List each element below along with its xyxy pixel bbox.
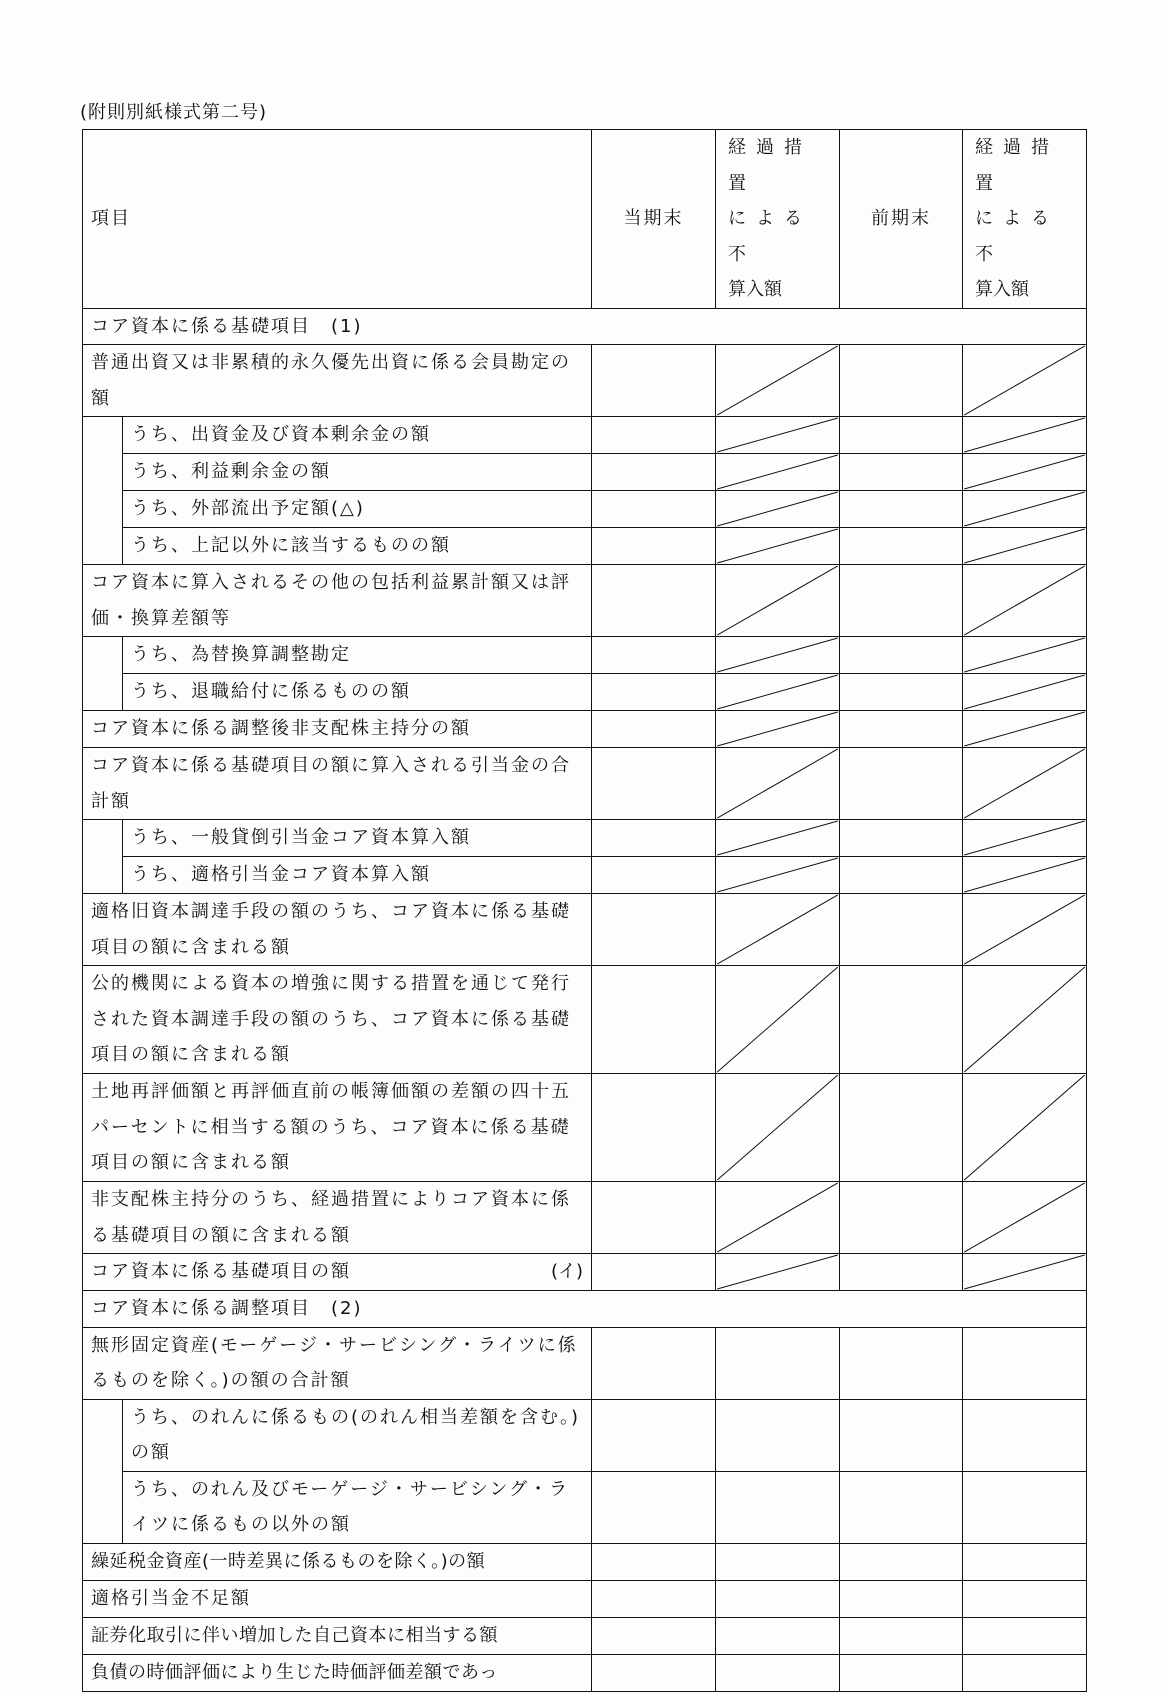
row-label bbox=[123, 637, 592, 674]
cell-current-period-end[interactable] bbox=[592, 1182, 716, 1254]
indent-spacer bbox=[83, 491, 123, 528]
cell-transitional-previous bbox=[963, 1182, 1087, 1254]
slash-icon bbox=[716, 528, 839, 564]
row-label bbox=[83, 966, 592, 1074]
cell-current-period-end[interactable] bbox=[592, 674, 716, 711]
row-label-text: うち、のれんに係るもの(のれん相当差額を含む。)の額 bbox=[131, 1406, 581, 1463]
cell-transitional-previous bbox=[963, 454, 1087, 491]
table-row bbox=[83, 857, 1087, 894]
cell-current-period-end[interactable] bbox=[592, 1654, 716, 1691]
cell-transitional-current bbox=[716, 345, 840, 417]
cell-previous-period-end[interactable] bbox=[840, 1654, 963, 1691]
slash-icon bbox=[963, 857, 1086, 893]
cell-previous-period-end[interactable] bbox=[840, 857, 963, 894]
table-row bbox=[83, 1543, 1087, 1580]
header-line: 算入額 bbox=[728, 279, 782, 300]
row-label bbox=[83, 1543, 592, 1580]
slash-icon bbox=[963, 711, 1086, 747]
row-label-text: うち、利益剰余金の額 bbox=[131, 461, 331, 482]
row-label-text: 無形固定資産(モーゲージ・サービシング・ライツに係るものを除く。)の額の合計額 bbox=[91, 1334, 578, 1391]
table-body bbox=[83, 308, 1087, 1691]
slash-icon bbox=[716, 1074, 839, 1181]
row-label-text: 証券化取引に伴い増加した自己資本に相当する額 bbox=[91, 1624, 498, 1646]
cell-current-period-end[interactable] bbox=[592, 417, 716, 454]
cell-current-period-end[interactable] bbox=[592, 528, 716, 565]
row-label bbox=[123, 491, 592, 528]
row-label bbox=[123, 857, 592, 894]
cell-transitional-previous bbox=[963, 711, 1087, 748]
cell-transitional-previous[interactable] bbox=[963, 1327, 1087, 1399]
indent-spacer bbox=[83, 417, 123, 454]
row-label-text: コア資本に係る調整後非支配株主持分の額 bbox=[91, 718, 471, 739]
table-row bbox=[83, 711, 1087, 748]
row-marker: (イ) bbox=[550, 1261, 583, 1282]
cell-transitional-previous[interactable] bbox=[963, 1617, 1087, 1654]
cell-transitional-previous[interactable] bbox=[963, 1543, 1087, 1580]
cell-transitional-previous bbox=[963, 857, 1087, 894]
header-line: 経過措置 bbox=[975, 137, 1059, 194]
cell-transitional-current bbox=[716, 454, 840, 491]
cell-previous-period-end[interactable] bbox=[840, 1471, 963, 1543]
cell-previous-period-end[interactable] bbox=[840, 1399, 963, 1471]
cell-previous-period-end[interactable] bbox=[840, 1327, 963, 1399]
row-label bbox=[83, 1074, 592, 1182]
cell-transitional-previous[interactable] bbox=[963, 1654, 1087, 1691]
slash-icon bbox=[963, 528, 1086, 564]
table-row bbox=[83, 1182, 1087, 1254]
row-label-text: 適格旧資本調達手段の額のうち、コア資本に係る基礎項目の額に含まれる額 bbox=[91, 901, 571, 958]
row-label bbox=[123, 528, 592, 565]
slash-icon bbox=[963, 565, 1086, 636]
cell-transitional-current bbox=[716, 820, 840, 857]
table-row bbox=[83, 417, 1087, 454]
cell-transitional-previous bbox=[963, 966, 1087, 1074]
slash-icon bbox=[716, 1254, 839, 1290]
slash-icon bbox=[963, 674, 1086, 710]
cell-previous-period-end[interactable] bbox=[840, 1543, 963, 1580]
cell-current-period-end[interactable] bbox=[592, 345, 716, 417]
cell-previous-period-end[interactable] bbox=[840, 966, 963, 1074]
indent-spacer bbox=[83, 1399, 123, 1471]
cell-previous-period-end[interactable] bbox=[840, 748, 963, 820]
slash-icon bbox=[963, 491, 1086, 527]
row-label bbox=[123, 820, 592, 857]
cell-current-period-end[interactable] bbox=[592, 1254, 716, 1291]
cell-previous-period-end[interactable] bbox=[840, 1580, 963, 1617]
table-row bbox=[83, 1471, 1087, 1543]
cell-transitional-current bbox=[716, 491, 840, 528]
cell-transitional-current bbox=[716, 748, 840, 820]
cell-transitional-current bbox=[716, 1254, 840, 1291]
row-label-text: 繰延税金資産(一時差異に係るものを除く。)の額 bbox=[91, 1550, 486, 1572]
indent-spacer bbox=[83, 528, 123, 565]
row-label bbox=[83, 1617, 592, 1654]
cell-current-period-end[interactable] bbox=[592, 1543, 716, 1580]
cell-current-period-end[interactable] bbox=[592, 1399, 716, 1471]
section-label: コア資本に係る基礎項目 (1) bbox=[83, 308, 1087, 345]
cell-previous-period-end[interactable] bbox=[840, 1074, 963, 1182]
row-label bbox=[83, 1182, 592, 1254]
cell-transitional-previous bbox=[963, 345, 1087, 417]
table-row bbox=[83, 674, 1087, 711]
cell-transitional-previous bbox=[963, 894, 1087, 966]
row-label bbox=[123, 1399, 592, 1471]
indent-spacer bbox=[83, 674, 123, 711]
indent-spacer bbox=[83, 454, 123, 491]
cell-transitional-current[interactable] bbox=[716, 1543, 840, 1580]
cell-transitional-current[interactable] bbox=[716, 1580, 840, 1617]
cell-transitional-previous bbox=[963, 417, 1087, 454]
table-row bbox=[83, 1580, 1087, 1617]
slash-icon bbox=[716, 454, 839, 490]
slash-icon bbox=[716, 711, 839, 747]
row-label bbox=[83, 1327, 592, 1399]
slash-icon bbox=[963, 637, 1086, 673]
row-label-text: うち、退職給付に係るものの額 bbox=[131, 681, 411, 702]
row-label-text: 非支配株主持分のうち、経過措置によりコア資本に係る基礎項目の額に含まれる額 bbox=[91, 1189, 571, 1246]
cell-transitional-current[interactable] bbox=[716, 1399, 840, 1471]
table-row bbox=[83, 565, 1087, 637]
table-row bbox=[83, 491, 1087, 528]
row-label-text: うち、のれん及びモーゲージ・サービシング・ライツに係るもの以外の額 bbox=[131, 1478, 570, 1535]
table-row bbox=[83, 894, 1087, 966]
cell-current-period-end[interactable] bbox=[592, 637, 716, 674]
slash-icon bbox=[716, 966, 839, 1073]
slash-icon bbox=[716, 637, 839, 673]
cell-previous-period-end[interactable] bbox=[840, 454, 963, 491]
cell-previous-period-end[interactable] bbox=[840, 491, 963, 528]
cell-previous-period-end[interactable] bbox=[840, 1182, 963, 1254]
row-label-text: 負債の時価評価により生じた時価評価差額であっ bbox=[91, 1661, 498, 1683]
row-label bbox=[123, 417, 592, 454]
table-row bbox=[83, 1617, 1087, 1654]
cell-current-period-end[interactable] bbox=[592, 1074, 716, 1182]
row-label bbox=[123, 674, 592, 711]
row-label bbox=[83, 1654, 592, 1691]
slash-icon bbox=[716, 565, 839, 636]
cell-current-period-end[interactable] bbox=[592, 1580, 716, 1617]
indent-spacer bbox=[83, 820, 123, 857]
cell-previous-period-end[interactable] bbox=[840, 894, 963, 966]
table-row bbox=[83, 1654, 1087, 1691]
row-label-text: うち、為替換算調整勘定 bbox=[131, 644, 351, 665]
row-label-text: うち、外部流出予定額(△) bbox=[131, 498, 365, 519]
cell-current-period-end[interactable] bbox=[592, 820, 716, 857]
table-row bbox=[83, 1327, 1087, 1399]
cell-previous-period-end[interactable] bbox=[840, 820, 963, 857]
cell-transitional-current bbox=[716, 711, 840, 748]
table-row bbox=[83, 454, 1087, 491]
table-row bbox=[83, 1074, 1087, 1182]
row-label-text: 適格引当金不足額 bbox=[91, 1587, 251, 1609]
table-row bbox=[83, 1399, 1087, 1471]
row-label bbox=[83, 711, 592, 748]
cell-transitional-previous[interactable] bbox=[963, 1580, 1087, 1617]
cell-transitional-previous bbox=[963, 748, 1087, 820]
slash-icon bbox=[963, 1074, 1086, 1181]
cell-previous-period-end[interactable] bbox=[840, 1617, 963, 1654]
cell-transitional-previous bbox=[963, 491, 1087, 528]
cell-previous-period-end[interactable] bbox=[840, 1254, 963, 1291]
cell-current-period-end[interactable] bbox=[592, 857, 716, 894]
row-label bbox=[123, 454, 592, 491]
slash-icon bbox=[716, 1182, 839, 1253]
cell-transitional-previous bbox=[963, 1254, 1087, 1291]
cell-transitional-current[interactable] bbox=[716, 1654, 840, 1691]
cell-transitional-previous bbox=[963, 1074, 1087, 1182]
slash-icon bbox=[963, 1182, 1086, 1253]
slash-icon bbox=[963, 1254, 1086, 1290]
cell-transitional-current bbox=[716, 674, 840, 711]
cell-transitional-previous bbox=[963, 674, 1087, 711]
cell-current-period-end[interactable] bbox=[592, 491, 716, 528]
slash-icon bbox=[716, 857, 839, 893]
slash-icon bbox=[716, 674, 839, 710]
slash-icon bbox=[963, 894, 1086, 965]
table-row bbox=[83, 966, 1087, 1074]
row-label bbox=[83, 345, 592, 417]
header-transitional-excluded-previous bbox=[963, 130, 1087, 309]
row-label bbox=[83, 894, 592, 966]
row-label bbox=[83, 565, 592, 637]
cell-transitional-previous bbox=[963, 637, 1087, 674]
cell-current-period-end[interactable] bbox=[592, 454, 716, 491]
cell-transitional-previous[interactable] bbox=[963, 1399, 1087, 1471]
cell-current-period-end[interactable] bbox=[592, 565, 716, 637]
header-line: 算入額 bbox=[975, 279, 1029, 300]
indent-spacer bbox=[83, 637, 123, 674]
cell-current-period-end[interactable] bbox=[592, 966, 716, 1074]
cell-previous-period-end[interactable] bbox=[840, 528, 963, 565]
cell-transitional-previous bbox=[963, 565, 1087, 637]
cell-transitional-current bbox=[716, 1182, 840, 1254]
header-current-period-end: 当期末 bbox=[592, 130, 716, 309]
slash-icon bbox=[716, 748, 839, 819]
cell-transitional-previous bbox=[963, 820, 1087, 857]
cell-previous-period-end[interactable] bbox=[840, 637, 963, 674]
cell-current-period-end[interactable] bbox=[592, 711, 716, 748]
row-label bbox=[123, 1471, 592, 1543]
slash-icon bbox=[963, 966, 1086, 1073]
cell-transitional-current bbox=[716, 565, 840, 637]
section-row bbox=[83, 1291, 1087, 1328]
slash-icon bbox=[963, 454, 1086, 490]
slash-icon bbox=[963, 820, 1086, 856]
header-line: による不 bbox=[728, 208, 812, 265]
slash-icon bbox=[963, 748, 1086, 819]
cell-transitional-current[interactable] bbox=[716, 1471, 840, 1543]
cell-previous-period-end[interactable] bbox=[840, 711, 963, 748]
row-label-text: コア資本に係る基礎項目の額に算入される引当金の合計額 bbox=[91, 755, 571, 812]
indent-spacer bbox=[83, 857, 123, 894]
slash-icon bbox=[716, 345, 839, 416]
row-label-text: うち、上記以外に該当するものの額 bbox=[131, 535, 451, 556]
cell-current-period-end[interactable] bbox=[592, 894, 716, 966]
row-label-text: 普通出資又は非累積的永久優先出資に係る会員勘定の額 bbox=[91, 352, 571, 409]
row-label-text: コア資本に係る基礎項目の額 bbox=[91, 1261, 351, 1282]
row-label-text: うち、出資金及び資本剰余金の額 bbox=[131, 424, 431, 445]
section-row bbox=[83, 308, 1087, 345]
cell-current-period-end[interactable] bbox=[592, 1327, 716, 1399]
row-label bbox=[83, 748, 592, 820]
slash-icon bbox=[716, 491, 839, 527]
cell-current-period-end[interactable] bbox=[592, 1617, 716, 1654]
table-row bbox=[83, 345, 1087, 417]
row-label bbox=[83, 1254, 592, 1291]
header-transitional-excluded-current bbox=[716, 130, 840, 309]
form-caption: (附則別紙様式第二号) bbox=[80, 102, 268, 123]
slash-icon bbox=[963, 345, 1086, 416]
cell-previous-period-end[interactable] bbox=[840, 417, 963, 454]
cell-transitional-previous bbox=[963, 528, 1087, 565]
row-label-text: 土地再評価額と再評価直前の帳簿価額の差額の四十五パーセントに相当する額のうち、コア資本に係る基礎項目の額に含まれる額 bbox=[91, 1081, 571, 1173]
cell-transitional-current bbox=[716, 966, 840, 1074]
header-item: 項目 bbox=[83, 130, 592, 309]
table-row bbox=[83, 820, 1087, 857]
row-label bbox=[83, 1580, 592, 1617]
slash-icon bbox=[716, 417, 839, 453]
header-previous-period-end: 前期末 bbox=[840, 130, 963, 309]
row-label-text: 公的機関による資本の増強に関する措置を通じて発行された資本調達手段の額のうち、コア資本に係る基礎項目の額に含まれる額 bbox=[91, 973, 571, 1065]
slash-icon bbox=[716, 820, 839, 856]
cell-transitional-current bbox=[716, 894, 840, 966]
slash-icon bbox=[716, 894, 839, 965]
cell-previous-period-end[interactable] bbox=[840, 565, 963, 637]
cell-transitional-current bbox=[716, 857, 840, 894]
indent-spacer bbox=[83, 1471, 123, 1543]
cell-transitional-previous[interactable] bbox=[963, 1471, 1087, 1543]
cell-previous-period-end[interactable] bbox=[840, 674, 963, 711]
table-row bbox=[83, 637, 1087, 674]
cell-transitional-current bbox=[716, 637, 840, 674]
cell-transitional-current[interactable] bbox=[716, 1617, 840, 1654]
header-line: 経過措置 bbox=[728, 137, 812, 194]
capital-composition-table bbox=[82, 129, 1087, 1692]
section-label: コア資本に係る調整項目 (2) bbox=[83, 1291, 1087, 1328]
row-label-text: コア資本に算入されるその他の包括利益累計額又は評価・換算差額等 bbox=[91, 572, 571, 629]
row-label-text: うち、適格引当金コア資本算入額 bbox=[131, 864, 431, 885]
table-row bbox=[83, 748, 1087, 820]
table-row bbox=[83, 528, 1087, 565]
cell-transitional-current bbox=[716, 1074, 840, 1182]
row-label-text: うち、一般貸倒引当金コア資本算入額 bbox=[131, 827, 471, 848]
slash-icon bbox=[963, 417, 1086, 453]
cell-previous-period-end[interactable] bbox=[840, 345, 963, 417]
table-row bbox=[83, 1254, 1087, 1291]
cell-transitional-current[interactable] bbox=[716, 1327, 840, 1399]
header-line: による不 bbox=[975, 208, 1059, 265]
cell-current-period-end[interactable] bbox=[592, 748, 716, 820]
cell-current-period-end[interactable] bbox=[592, 1471, 716, 1543]
header-row bbox=[83, 130, 1087, 309]
cell-transitional-current bbox=[716, 417, 840, 454]
cell-transitional-current bbox=[716, 528, 840, 565]
